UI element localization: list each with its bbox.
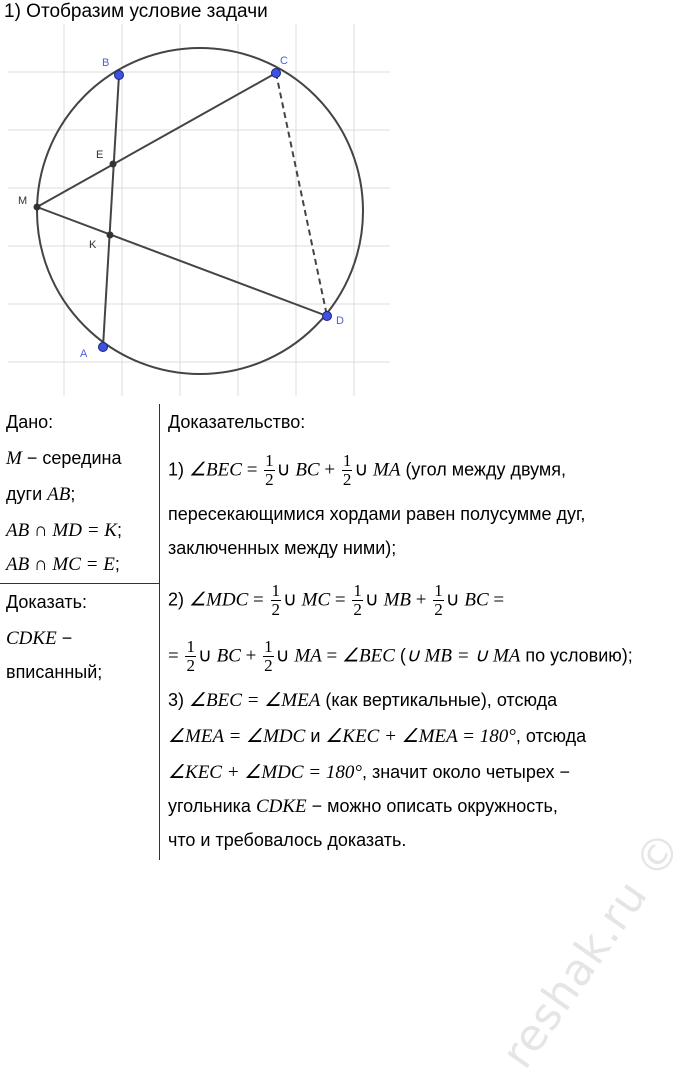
given-divider	[0, 583, 160, 584]
circle	[37, 48, 363, 374]
point-k	[107, 232, 114, 239]
fraction: $\frac{1}{2}$	[434, 581, 443, 619]
point-m	[34, 204, 41, 211]
label-d: D	[336, 315, 344, 327]
watermark: reshak.ru ©	[491, 821, 692, 1077]
proof-step-2-line-2: = $\frac{1}{2}$ ∪ BC + $\frac{1}{2}$ ∪ MA = ∠BEC (∪ MB = ∪ MA по условию);	[168, 637, 633, 675]
segment-cd	[276, 73, 327, 316]
proof-title: Доказательство:	[168, 412, 306, 432]
fraction: $\frac{1}{2}$	[265, 451, 274, 489]
proof-step-3: 3) ∠BEC = ∠MEA (как вертикальные), отсюда	[168, 690, 558, 711]
prove-title: Доказать:	[6, 592, 87, 612]
label-c: C	[280, 55, 288, 67]
proof-step-3-line-4: угольника CDKE − можно описать окружность,	[168, 796, 558, 817]
proof-step-1-line-3: заключенных между ними);	[168, 538, 397, 558]
proof-step-1: 1) ∠BEC = $\frac{1}{2}$ ∪ BC + $\frac{1}{2}$ ∪ MA (угол между двумя,	[168, 451, 567, 489]
given-line-4: AB ∩ MC = E;	[6, 554, 120, 575]
label-k: K	[89, 239, 97, 251]
proof-step-2: 2) ∠MDC = $\frac{1}{2}$ ∪ MC = $\frac{1}{2}$ ∪ MB + $\frac{1}{2}$ ∪ BC =	[168, 581, 505, 619]
given-line-1: M − середина	[6, 448, 122, 469]
proof-step-3-line-2: ∠MEA = ∠MDC и ∠KEC + ∠MEA = 180°, отсюда	[168, 726, 587, 747]
fraction: $\frac{1}{2}$	[264, 637, 273, 675]
label-m: M	[18, 195, 28, 207]
fraction: $\frac{1}{2}$	[186, 637, 195, 675]
proof-step-3-line-3: ∠KEC + ∠MDC = 180°, значит около четырех −	[168, 762, 571, 783]
given-line-2: дуги AB;	[6, 484, 76, 505]
point-c	[272, 69, 281, 78]
fraction: $\frac{1}{2}$	[342, 451, 352, 489]
grid	[8, 24, 390, 396]
proof-step-1-line-2: пересекающимися хордами равен полусумме дуг,	[168, 504, 586, 524]
chord-ab	[103, 75, 119, 347]
fraction: $\frac{1}{2}$	[271, 581, 280, 619]
figure-svg	[0, 24, 390, 396]
label-b: B	[102, 57, 110, 69]
geometry-figure	[0, 24, 390, 396]
prove-line-2: вписанный;	[6, 662, 103, 682]
chords	[37, 73, 327, 347]
point-b	[115, 71, 124, 80]
column-divider	[159, 404, 160, 860]
chord-md	[37, 207, 327, 316]
prove-line-1: CDKE −	[6, 628, 73, 649]
point-d	[323, 312, 332, 321]
page-heading: 1) Отобразим условие задачи	[4, 1, 268, 22]
label-a: A	[80, 348, 88, 360]
given-title: Дано:	[6, 412, 54, 432]
fraction: $\frac{1}{2}$	[353, 581, 362, 619]
point-e	[110, 161, 117, 168]
given-line-3: AB ∩ MD = K;	[6, 520, 122, 541]
point-a	[99, 343, 108, 352]
chord-mc	[37, 73, 276, 207]
label-e: E	[96, 149, 104, 161]
proof-conclusion: что и требовалось доказать.	[168, 830, 407, 850]
